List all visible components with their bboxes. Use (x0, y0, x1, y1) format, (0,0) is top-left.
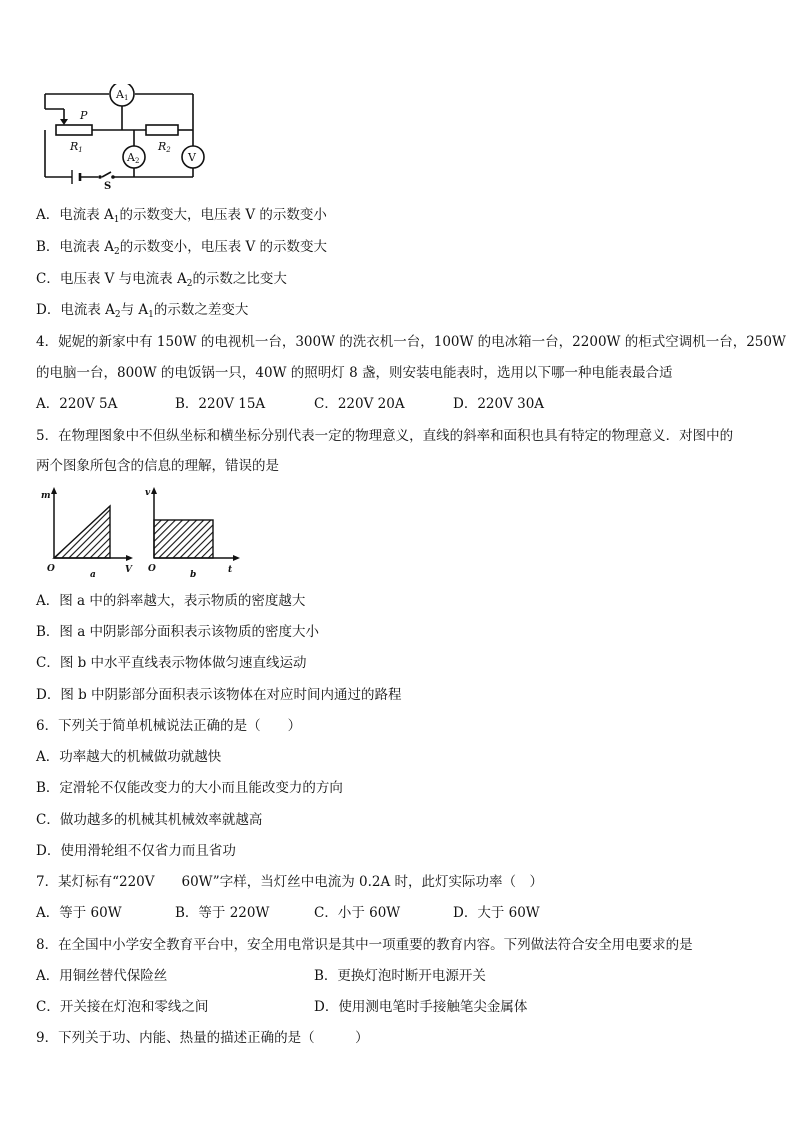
graph-b-x-label: t (228, 565, 233, 575)
q3-option-d: D．电流表 $A_2$与 $A_1$的示数之差变大 (36, 302, 249, 320)
q8-option-b: B．更换灯泡时断开电源开关 (314, 968, 486, 984)
q6-option-a: A．功率越大的机械做功就越快 (36, 749, 222, 765)
graph-b-y-label: v (145, 488, 151, 498)
q7-option-c: C．小于 60W (314, 905, 401, 921)
q7-option-a: A．等于 60W (36, 905, 122, 921)
graph-b-origin: O (148, 564, 156, 574)
q5-stem-line1: 5．在物理图象中不但纵坐标和横坐标分别代表一定的物理意义，直线的斜率和面积也具有特定的物理意义．对图中的 (36, 428, 734, 444)
q3-option-c: C．电压表 V 与电流表 $A_2$的示数之比变大 (36, 271, 287, 289)
graph-a-origin: O (47, 564, 55, 574)
q5-option-d: D．图 b 中阴影部分面积表示该物体在对应时间内通过的路程 (36, 687, 402, 703)
graph-a-shaded-area (54, 506, 110, 558)
q4-stem-line2: 的电脑一台，800W 的电饭锅一只，40W 的照明灯 8 盏，则安装电能表时，选用以下哪一种电能表最合适 (36, 365, 673, 381)
graph-a-y-label: m (41, 491, 51, 501)
label-r2: R2 (158, 140, 171, 154)
q5-stem-line2: 两个图象所包含的信息的理解，错误的是 (36, 458, 279, 474)
q6-option-c: C．做功越多的机械其机械效率就越高 (36, 812, 263, 828)
label-v: V (188, 151, 196, 164)
q5-option-a: A．图 a 中的斜率越大，表示物质的密度越大 (36, 593, 306, 609)
label-s: S (104, 181, 112, 190)
label-a2: A2 (127, 151, 140, 165)
resistor-r1 (56, 125, 92, 135)
graph-a-x-label: V (125, 565, 132, 575)
slider-p-arrow (60, 119, 68, 125)
q8-option-c: C．开关接在灯泡和零线之间 (36, 999, 209, 1015)
q4-option-a: A．220V 5A (36, 396, 118, 412)
label-a1: A1 (116, 88, 129, 102)
q8-option-a: A．用铜丝替代保险丝 (36, 968, 168, 984)
resistor-r2 (146, 125, 178, 135)
graph-b (140, 484, 244, 580)
q9-stem: 9．下列关于功、内能、热量的描述正确的是（ ） (36, 1030, 369, 1046)
q3-option-a: A．电流表 $A_1$的示数变大，电压表 V 的示数变小 (36, 207, 327, 225)
label-p: P (80, 109, 88, 122)
q3-option-b: B．电流表 $A_2$的示数变小，电压表 V 的示数变大 (36, 239, 328, 257)
graph-a-caption: a (90, 570, 96, 580)
label-r1: R1 (70, 140, 83, 154)
q7-stem: 7．某灯标有“220V 60W”字样，当灯丝中电流为 0.2A 时，此灯实际功率（ ） (36, 874, 544, 890)
q4-stem-line1: 4．妮妮的新家中有 150W 的电视机一台，300W 的洗衣机一台，100W 的电冰箱一台，2200W 的柜式空调机一台，250W (36, 334, 786, 350)
q8-stem: 8．在全国中小学安全教育平台中，安全用电常识是其中一项重要的教育内容。下列做法符合安全用电要求的是 (36, 937, 693, 953)
graph-b-caption: b (190, 570, 197, 580)
q4-option-d: D．220V 30A (453, 396, 545, 412)
q6-option-d: D．使用滑轮组不仅省力而且省功 (36, 843, 236, 859)
graph-a (36, 484, 136, 580)
q5-option-c: C．图 b 中水平直线表示物体做匀速直线运动 (36, 655, 307, 671)
graph-b-shaded-area (154, 520, 213, 558)
q7-option-b: B．等于 220W (175, 905, 270, 921)
q6-option-b: B．定滑轮不仅能改变力的大小而且能改变力的方向 (36, 780, 343, 796)
q7-option-d: D．大于 60W (453, 905, 540, 921)
q8-option-d: D．使用测电笔时手接触笔尖金属体 (314, 999, 528, 1015)
q4-option-b: B．220V 15A (175, 396, 266, 412)
circuit-diagram (36, 84, 216, 190)
q6-stem: 6．下列关于简单机械说法正确的是（ ） (36, 718, 302, 734)
q5-option-b: B．图 a 中阴影部分面积表示该物质的密度大小 (36, 624, 320, 640)
q4-option-c: C．220V 20A (314, 396, 405, 412)
